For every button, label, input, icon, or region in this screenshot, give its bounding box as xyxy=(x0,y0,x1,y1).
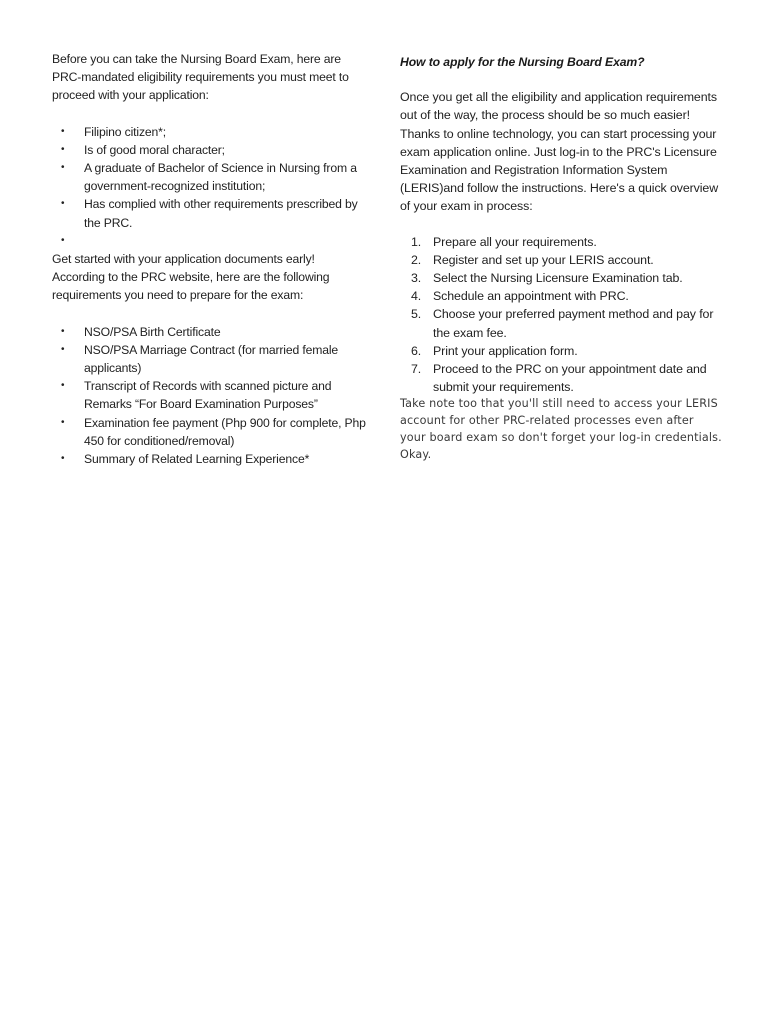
list-item xyxy=(400,360,722,396)
documents-list xyxy=(52,323,370,469)
step-text: Select the Nursing Licensure Examination tab. xyxy=(433,271,683,286)
list-item xyxy=(400,305,722,341)
list-item: • Has complied with other requirements prescribed by the PRC. xyxy=(52,195,370,231)
step-number: 1. xyxy=(411,234,422,249)
list-item: • Examination fee payment (Php 900 for complete, Php 450 for conditioned/removal) xyxy=(52,414,370,450)
eligibility-list xyxy=(52,123,370,250)
step-text: Proceed to the PRC on your appointment date and submit your requirements. xyxy=(433,362,707,395)
list-item xyxy=(400,233,722,251)
list-item: • Summary of Related Learning Experience* xyxy=(52,450,370,468)
step-text: Schedule an appointment with PRC. xyxy=(433,289,629,304)
list-item xyxy=(52,232,370,250)
step-number: 6. xyxy=(411,343,422,358)
list-item: • Transcript of Records with scanned picture and Remarks “For Board Examination Purposes” xyxy=(52,377,370,413)
step-number: 3. xyxy=(411,271,422,286)
step-number: 7. xyxy=(411,362,422,377)
list-item: • Filipino citizen*; xyxy=(52,123,370,141)
list-item xyxy=(400,269,722,287)
left-column xyxy=(52,50,370,468)
eligibility-intro: Before you can take the Nursing Board Exam, here are PRC-mandated eligibility requirements you must meet to proceed with your application: xyxy=(52,52,349,103)
step-text: Choose your preferred payment method and pay for the exam fee. xyxy=(433,307,714,340)
list-item xyxy=(400,287,722,305)
section-heading: How to apply for the Nursing Board Exam? xyxy=(400,55,645,69)
step-number: 5. xyxy=(411,307,422,322)
step-number: 2. xyxy=(411,252,422,267)
right-column xyxy=(400,50,722,464)
list-item: • A graduate of Bachelor of Science in Nursing from a government-recognized institution; xyxy=(52,159,370,195)
step-text: Prepare all your requirements. xyxy=(433,234,597,249)
list-item: • Is of good moral character; xyxy=(52,141,370,159)
list-item: • NSO/PSA Birth Certificate xyxy=(52,323,370,341)
list-item xyxy=(400,251,722,269)
list-item: • NSO/PSA Marriage Contract (for married female applicants) xyxy=(52,341,370,377)
steps-list xyxy=(400,233,722,397)
step-text: Register and set up your LERIS account. xyxy=(433,252,654,267)
step-text: Print your application form. xyxy=(433,343,578,358)
account-note: Take note too that you'll still need to access your LERIS account for other PRC-related processes even after your board exam so don't forget your log-in credentials. Okay. xyxy=(400,397,722,461)
list-item xyxy=(400,342,722,360)
documents-intro: Get started with your application documents early! According to the PRC website, here are the following requirements you need to prepare for the exam: xyxy=(52,252,330,303)
application-intro: Once you get all the eligibility and application requirements out of the way, the process should be so much easier! Thanks to online technology, you can start processing your exam application online. Just log-in to the PRC's Licensure Examination and Registration Information System (LERIS)and follow the instructions. Here's a quick overview of your exam in process: xyxy=(400,90,719,214)
step-number: 4. xyxy=(411,289,422,304)
